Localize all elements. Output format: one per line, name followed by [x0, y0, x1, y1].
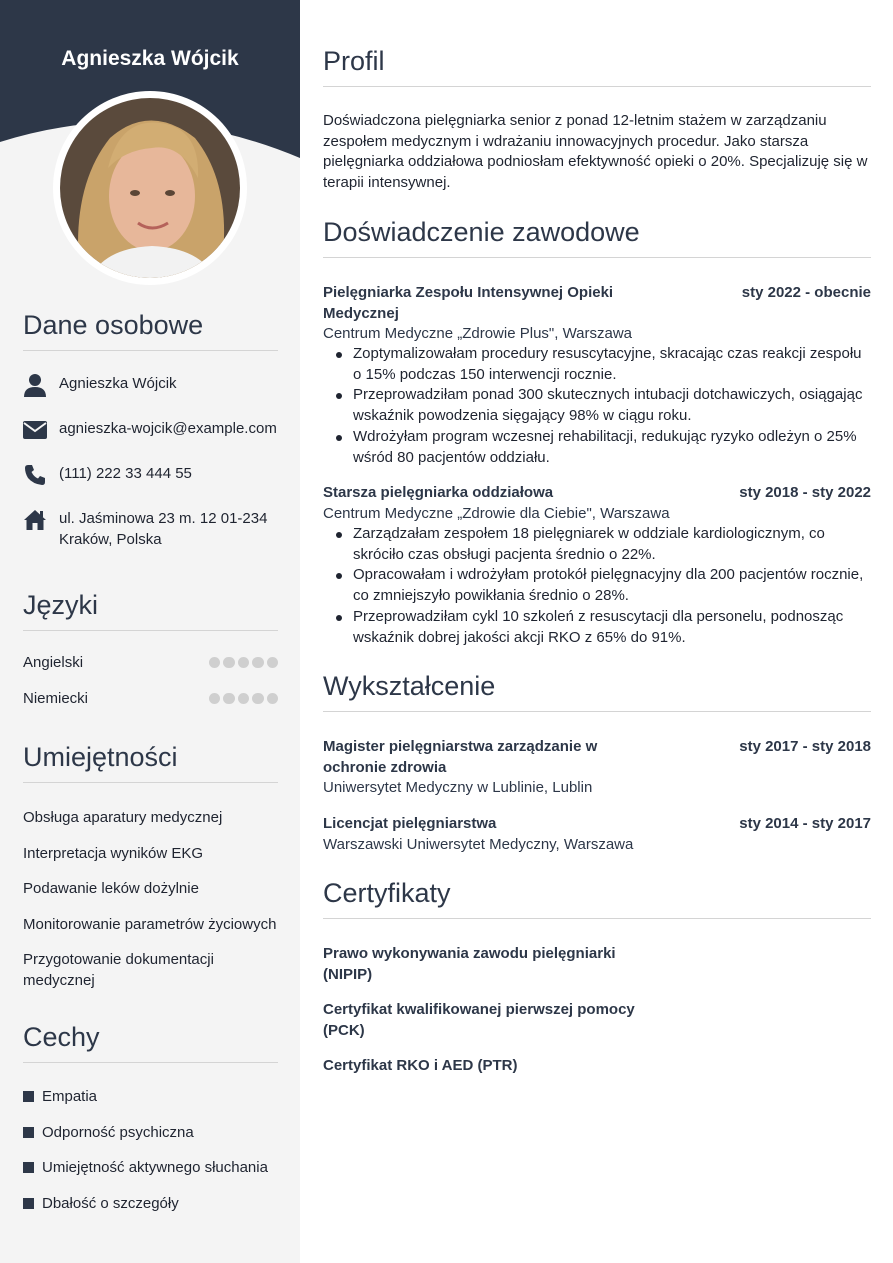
trait-text: Umiejętność aktywnego słuchania	[42, 1159, 268, 1176]
address-line-2: Kraków, Polska	[59, 531, 162, 548]
education-title: Wykształcenie	[323, 671, 871, 712]
skill-item: Obsługa aparatury medycznej	[23, 809, 223, 826]
contact-email[interactable]	[23, 418, 277, 442]
photo-frame	[53, 91, 247, 285]
cert-item: Certyfikat kwalifikowanej pierwszej pomocy (PCK)	[323, 1001, 635, 1039]
job-title: Starsza pielęgniarka oddziałowa	[323, 484, 554, 501]
trait-text: Empatia	[42, 1088, 98, 1105]
job-bullets	[353, 344, 871, 468]
trait-text: Dbałość o szczegóły	[42, 1195, 179, 1212]
edu-title: Magister pielęgniarstwa zarządzanie w ochronie zdrowia	[323, 738, 598, 776]
trait-item	[23, 1124, 194, 1141]
languages-title: Języki	[23, 590, 278, 631]
profile-photo	[60, 98, 240, 278]
language-level-dots	[209, 693, 279, 705]
level-dot	[238, 657, 250, 669]
bullet-square-icon	[23, 1198, 34, 1209]
cert-item: Prawo wykonywania zawodu pielęgniarki (NIPIP)	[323, 945, 616, 983]
traits-title: Cechy	[23, 1022, 278, 1063]
skills-section	[23, 742, 278, 1002]
contact-phone-text[interactable]: (111) 222 33 444 55	[59, 465, 192, 482]
certificates-title: Certyfikaty	[323, 878, 871, 919]
language-name: Angielski	[23, 654, 84, 671]
language-row-1	[23, 690, 278, 707]
contact-phone[interactable]	[23, 463, 192, 487]
edu-org: Warszawski Uniwersytet Medyczny, Warszawa	[323, 836, 634, 853]
level-dot	[252, 693, 264, 705]
job-bullet: Zoptymalizowałam procedury resuscytacyjne, skracając czas reakcji zespołu o 15% podczas 150 interwencji rocznie.	[353, 344, 871, 385]
job-title: Pielęgniarka Zespołu Intensywnej Opieki Medycznej	[323, 284, 614, 322]
skill-item: Przygotowanie dokumentacji medycznej	[23, 951, 214, 989]
home-icon	[23, 508, 47, 532]
edu-date: sty 2014 - sty 2017	[739, 815, 871, 832]
profile-text: Doświadczona pielęgniarka senior z ponad 12-letnim stażem w zarządzaniu zespołem medycznym i wdrażaniu innowacyjnych procedur. Jako starsza pielęgniarka oddziałowa podniosłam efektywność opieki o 20%. Specjalizuję się w terapii intensywnej.	[323, 112, 868, 192]
trait-item	[23, 1088, 97, 1105]
language-row-0	[23, 654, 278, 671]
sidebar	[0, 0, 300, 1263]
profile-title: Profil	[323, 46, 871, 87]
personal-section	[23, 310, 278, 560]
level-dot	[223, 693, 235, 705]
job-bullets	[353, 524, 871, 648]
contact-name-text: Agnieszka Wójcik	[59, 375, 177, 392]
skill-item: Interpretacja wyników EKG	[23, 845, 204, 862]
envelope-icon	[23, 418, 47, 442]
job-org: Centrum Medyczne „Zdrowie dla Ciebie", Warszawa	[323, 505, 670, 522]
bullet-square-icon	[23, 1091, 34, 1102]
experience-title: Doświadczenie zawodowe	[323, 217, 871, 258]
skill-item: Podawanie leków dożylnie	[23, 880, 199, 897]
cert-item: Certyfikat RKO i AED (PTR)	[323, 1057, 518, 1074]
bullet-square-icon	[23, 1127, 34, 1138]
job-org: Centrum Medyczne „Zdrowie Plus", Warszawa	[323, 325, 633, 342]
trait-item	[23, 1159, 268, 1176]
job-bullet: Przeprowadziłam ponad 300 skutecznych intubacji dotchawiczych, osiągając wskaźnik powodzenia sięgający 98% w ciągu roku.	[353, 385, 871, 426]
contact-name	[23, 373, 177, 397]
contact-email-text[interactable]: agnieszka-wojcik@example.com	[59, 420, 277, 437]
skill-item: Monitorowanie parametrów życiowych	[23, 916, 277, 933]
personal-title: Dane osobowe	[23, 310, 278, 351]
bullet-square-icon	[23, 1162, 34, 1173]
level-dot	[209, 657, 221, 669]
level-dot	[267, 657, 279, 669]
job-bullet: Opracowałam i wdrożyłam protokół pielęgnacyjny dla 200 pacjentów rocznie, co zmniejszyło powikłania średnio o 28%.	[353, 565, 871, 606]
job-bullet: Wdrożyłam program wczesnej rehabilitacji, redukując ryzyko odleżyn o 25% wśród 80 pacjentów oddziału.	[353, 427, 871, 468]
level-dot	[223, 657, 235, 669]
level-dot	[252, 657, 264, 669]
trait-item	[23, 1195, 179, 1212]
languages-section	[23, 590, 278, 720]
level-dot	[209, 693, 221, 705]
level-dot	[267, 693, 279, 705]
language-level-dots	[209, 657, 279, 669]
job-date: sty 2018 - sty 2022	[739, 484, 871, 501]
user-icon	[23, 373, 47, 397]
contact-address	[23, 508, 267, 550]
edu-org: Uniwersytet Medyczny w Lublinie, Lublin	[323, 779, 593, 796]
contact-address-text	[59, 508, 267, 550]
level-dot	[238, 693, 250, 705]
edu-date: sty 2017 - sty 2018	[739, 738, 871, 755]
address-line-1: ul. Jaśminowa 23 m. 12 01-234	[59, 510, 268, 527]
language-name: Niemiecki	[23, 690, 89, 707]
traits-section	[23, 1022, 278, 1222]
job-bullet: Przeprowadziłam cykl 10 szkoleń z resuscytacji dla personelu, podnosząc wskaźnik dobrej jakości akcji RKO z 65% do 91%.	[353, 607, 871, 648]
job-date: sty 2022 - obecnie	[741, 284, 871, 301]
candidate-name: Agnieszka Wójcik	[61, 47, 239, 70]
edu-title: Licencjat pielęgniarstwa	[323, 815, 497, 832]
trait-text: Odporność psychiczna	[42, 1124, 194, 1141]
job-bullet: Zarządzałam zespołem 18 pielęgniarek w oddziale kardiologicznym, co skróciło czas obsługi pacjenta średnio o 22%.	[353, 524, 871, 565]
skills-title: Umiejętności	[23, 742, 278, 783]
phone-icon	[23, 463, 47, 487]
